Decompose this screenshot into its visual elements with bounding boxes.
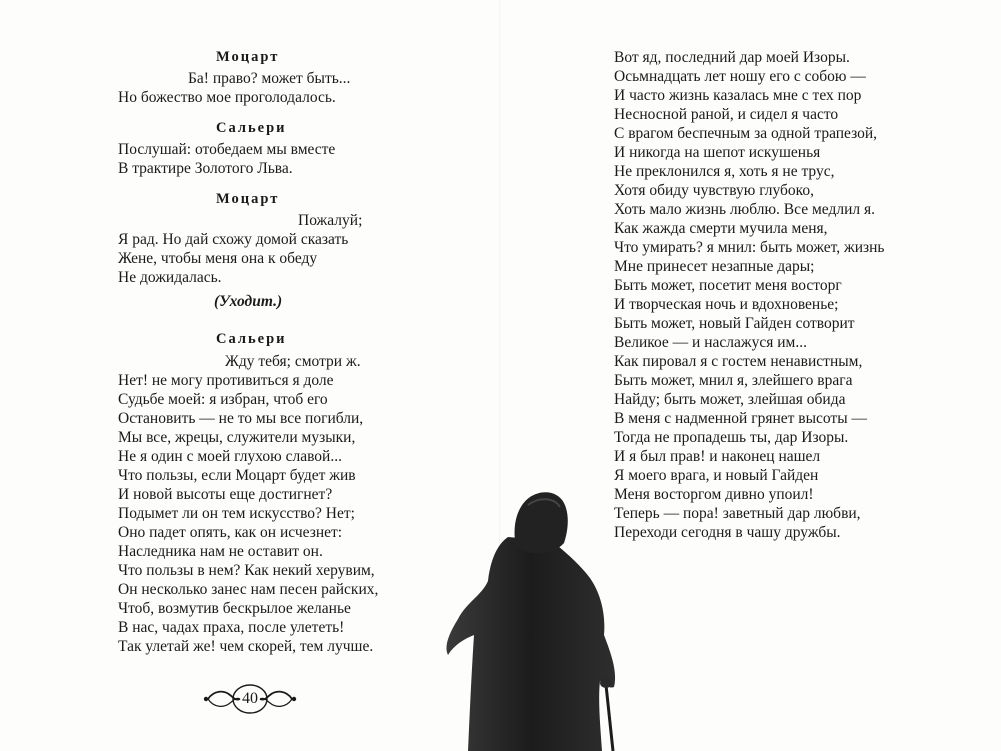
verse-line: Оно падет опять, как он исчезнет: <box>118 524 343 541</box>
verse-line: Пожалуй; <box>298 212 363 229</box>
verse-line: Меня восторгом дивно упоил! <box>614 486 814 503</box>
verse-line: Послушай: отобедаем мы вместе <box>118 141 336 158</box>
verse-line: В нас, чадах праха, после улететь! <box>118 619 345 636</box>
verse-line: Чтоб, возмутив бескрылое желанье <box>118 600 351 617</box>
verse-line: Не дожидалась. <box>118 269 222 286</box>
verse-line: Вот яд, последний дар моей Изоры. <box>614 49 850 66</box>
verse-line: Хотя обиду чувствую глубоко, <box>614 182 815 199</box>
verse-line: Мы все, жрецы, служители музыки, <box>118 429 356 446</box>
speaker-mozart: Моцарт <box>216 191 280 207</box>
speaker-salieri: Сальери <box>216 120 287 136</box>
verse-line: Тогда не пропадешь ты, дар Изоры. <box>614 429 849 446</box>
verse-line: Я рад. Но дай схожу домой сказать <box>118 231 349 248</box>
verse-line: И часто жизнь казалась мне с тех пор <box>614 87 862 104</box>
speaker-mozart: Моцарт <box>216 49 280 65</box>
verse-line: С врагом беспечным за одной трапезой, <box>614 125 878 142</box>
verse-line: Что умирать? я мнил: быть может, жизнь <box>614 239 885 256</box>
verse-line: Жду тебя; смотри ж. <box>225 353 361 370</box>
verse-line: Судьбе моей: я избран, чтоб его <box>118 391 328 408</box>
verse-line: И творческая ночь и вдохновенье; <box>614 296 839 313</box>
verse-line: И новой высоты еще достигнет? <box>118 486 333 503</box>
verse-line: Быть может, мнил я, злейшего врага <box>614 372 853 389</box>
verse-line: Как жажда смерти мучила меня, <box>614 220 828 237</box>
verse-line: И я был прав! и наконец нашел <box>614 448 821 465</box>
verse-line: Великое — и наслажуся им... <box>614 334 807 351</box>
verse-line: Так улетай же! чем скорей, тем лучше. <box>118 638 374 655</box>
page-number: 40 <box>242 690 258 707</box>
verse-line: Жене, чтобы меня она к обеду <box>118 250 318 267</box>
verse-line: Мне принесет незапные дары; <box>614 258 815 275</box>
verse-line: Осьмнадцать лет ношу его с собою — <box>614 68 866 85</box>
hooded-figure-illustration <box>430 485 630 751</box>
verse-line: И никогда на шепот искушенья <box>614 144 821 161</box>
verse-line: Как пировал я с гостем ненавистным, <box>614 353 863 370</box>
verse-line: Что пользы, если Моцарт будет жив <box>118 467 356 484</box>
verse-line: Теперь — пора! заветный дар любви, <box>614 505 861 522</box>
speaker-salieri: Сальери <box>216 331 287 347</box>
verse-line: Я моего врага, и новый Гайден <box>614 467 819 484</box>
verse-line: Не преклонился я, хоть я не трус, <box>614 163 835 180</box>
stage-direction: (Уходит.) <box>214 293 283 310</box>
verse-line: Но божество мое проголодалось. <box>118 89 336 106</box>
verse-line: Несносной раной, и сидел я часто <box>614 106 839 123</box>
verse-line: Найду; быть может, злейшая обида <box>614 391 846 408</box>
verse-line: Ба! право? может быть... <box>188 70 351 87</box>
verse-line: Он несколько занес нам песен райских, <box>118 581 379 598</box>
verse-line: В трактире Золотого Льва. <box>118 160 293 177</box>
verse-line: Переходи сегодня в чашу дружбы. <box>614 524 841 541</box>
verse-line: Что пользы в нем? Как некий херувим, <box>118 562 375 579</box>
left-page <box>0 0 500 751</box>
verse-line: Наследника нам не оставит он. <box>118 543 323 560</box>
verse-line: Остановить — не то мы все погибли, <box>118 410 364 427</box>
verse-line: Быть может, новый Гайден сотворит <box>614 315 855 332</box>
verse-line: Не я один с моей глухою славой... <box>118 448 342 465</box>
verse-line: Хоть мало жизнь люблю. Все медлил я. <box>614 201 875 218</box>
verse-line: Нет! не могу противиться я доле <box>118 372 334 389</box>
verse-line: Подымет ли он тем искусство? Нет; <box>118 505 355 522</box>
verse-line: Быть может, посетит меня восторг <box>614 277 842 294</box>
verse-line: В меня с надменной грянет высоты — <box>614 410 867 427</box>
